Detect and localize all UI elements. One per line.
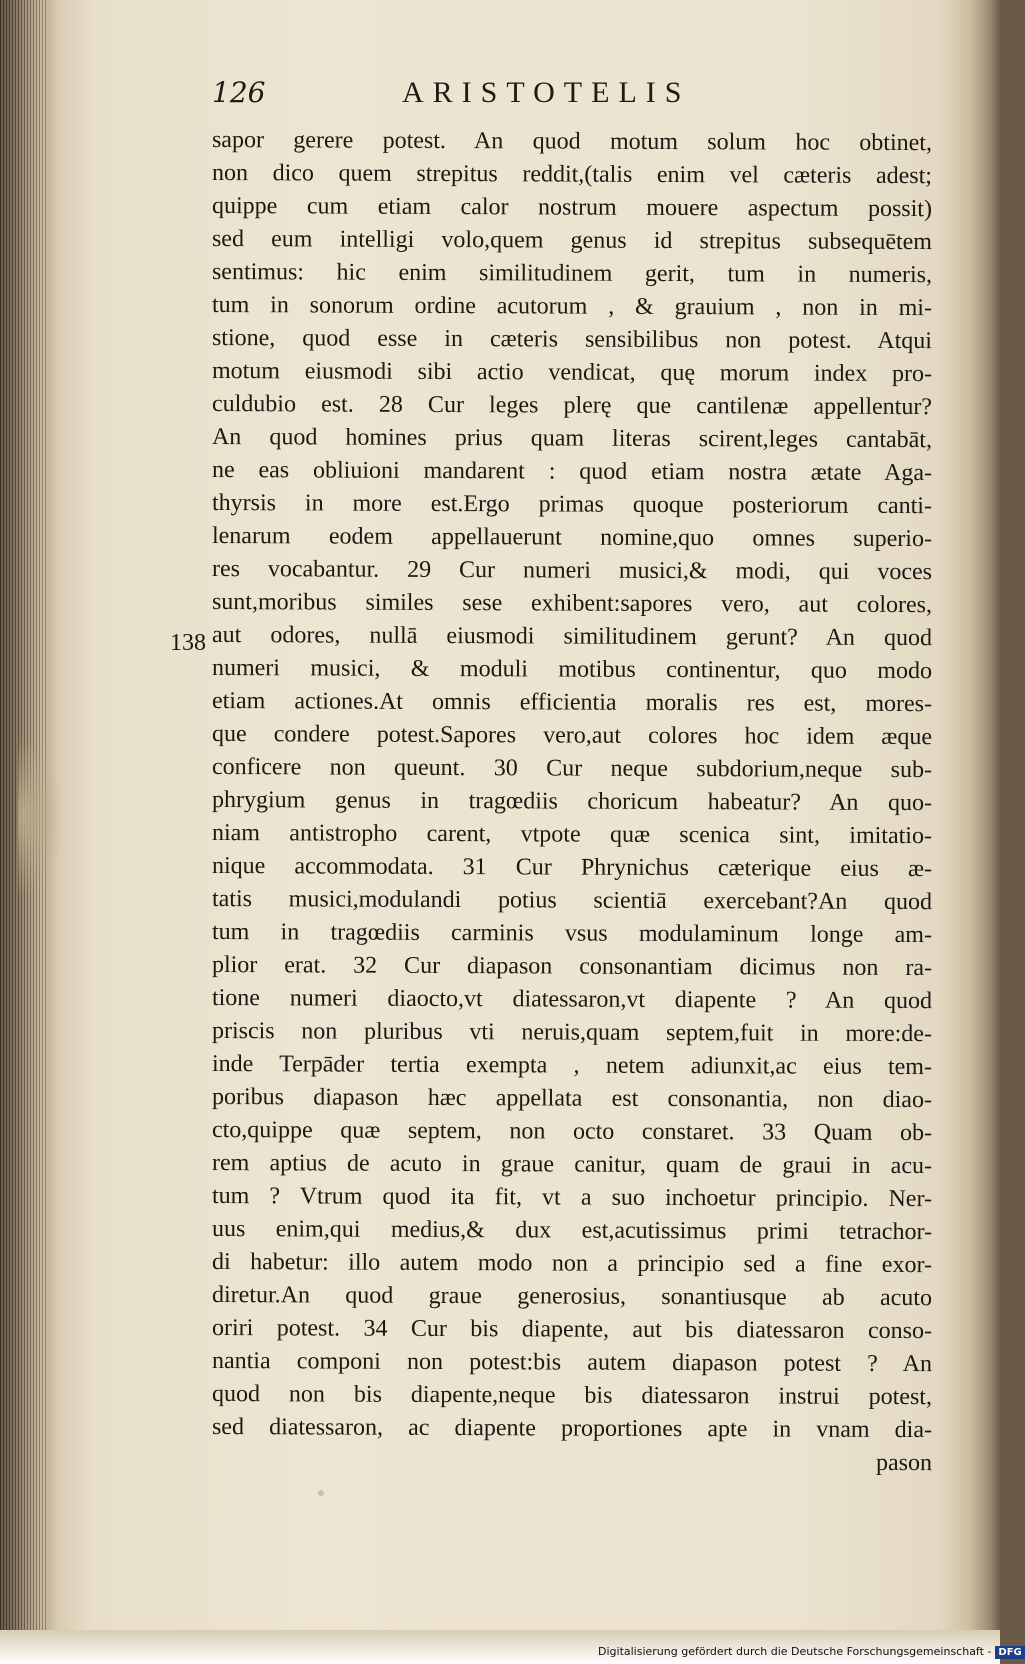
text-line: sapor gerere potest. An quod motum solum hoc obtinet,	[211, 127, 933, 157]
text-line: diretur.An quod graue generosius, sonantiusque ab acuto	[211, 1282, 933, 1312]
text-line: stione, quod esse in cæteris sensibilibus non potest. Atqui	[211, 325, 933, 355]
funding-text: Digitalisierung gefördert durch die Deutsche Forschungsgemeinschaft -	[598, 1645, 992, 1658]
text-line: rem aptius de acuto in graue canitur, quam de graui in acu-	[211, 1150, 933, 1180]
text-line: res vocabantur. 29 Cur numeri musici,& modi, qui voces	[211, 556, 933, 586]
page-number: 126	[212, 76, 266, 109]
text-line: etiam actiones.At omnis efficientia moralis res est, mores-	[211, 688, 933, 718]
paper-speck	[318, 1490, 324, 1496]
text-line: uus enim,qui medius,& dux est,acutissimus primi tetrachor-	[211, 1216, 933, 1246]
running-title: ARISTOTELIS	[402, 76, 691, 109]
text-line: conficere non queunt. 30 Cur neque subdorium,neque sub-	[211, 754, 933, 784]
text-line: cto,quippe quæ septem, non octo constaret. 33 Quam ob-	[211, 1117, 933, 1147]
text-line: niam antistropho carent, vtpote quæ scenica sint, imitatio-	[211, 820, 933, 850]
text-line: tione numeri diaocto,vt diatessaron,vt diapente ? An quod	[211, 985, 933, 1015]
text-line: ne eas obliuioni mandarent : quod etiam nostra ætate Aga-	[211, 457, 933, 487]
dfg-logo: DFG	[995, 1646, 1024, 1659]
bookmark-tab-shadow	[18, 742, 62, 892]
text-line: non dico quem strepitus reddit,(talis enim vel cæteris adest;	[211, 160, 933, 190]
text-line: priscis non pluribus vti neruis,quam septem,fuit in more:de-	[211, 1018, 933, 1048]
text-line: lenarum eodem appellauerunt nomine,quo omnes superio-	[211, 523, 933, 553]
page-header	[212, 76, 872, 120]
text-line: sentimus: hic enim similitudinem gerit, tum in numeris,	[211, 259, 933, 289]
text-line: phrygium genus in tragœdiis choricum habeatur? An quo-	[211, 787, 933, 817]
text-line: tum in sonorum ordine acutorum , & grauium , non in mi-	[211, 292, 933, 322]
text-line: poribus diapason hæc appellata est consonantia, non diao-	[211, 1084, 933, 1114]
text-line: di habetur: illo autem modo non a principio sed a fine exor-	[211, 1249, 933, 1279]
text-line: inde Terpāder tertia exempta , netem adiunxit,ac eius tem-	[211, 1051, 933, 1081]
text-line: An quod homines prius quam literas scirent,leges cantabāt,	[211, 424, 933, 454]
text-line: motum eiusmodi sibi actio vendicat, quę morum index pro-	[211, 358, 933, 388]
text-line: sunt,moribus similes sese exhibent:sapores vero, aut colores,	[211, 589, 933, 619]
text-line: nantia componi non potest:bis autem diapason potest ? An	[211, 1348, 933, 1378]
text-line: tatis musici,modulandi potius scientiā exercebant?An quod	[211, 886, 933, 916]
text-line: quod non bis diapente,neque bis diatessaron instrui potest,	[211, 1381, 933, 1411]
catchword: pason	[875, 1449, 933, 1477]
body-text	[212, 124, 932, 1477]
text-line: sed diatessaron, ac diapente proportiones apte in vnam dia-	[211, 1414, 933, 1444]
text-line: nique accommodata. 31 Cur Phrynichus cæterique eius æ-	[211, 853, 933, 883]
text-line: oriri potest. 34 Cur bis diapente, aut bis diatessaron conso-	[211, 1315, 933, 1345]
funding-footer	[598, 1645, 1022, 1661]
margin-note: 138	[170, 630, 206, 656]
text-line: quippe cum etiam calor nostrum mouere aspectum possit)	[211, 193, 933, 223]
paper-speck	[655, 470, 659, 474]
text-line: tum in tragœdiis carminis vsus modulaminum longe am-	[211, 919, 933, 949]
text-line: tum ? Vtrum quod ita fit, vt a suo inchoetur principio. Ner-	[211, 1183, 933, 1213]
text-line: aut odores, nullā eiusmodi similitudinem gerunt? An quod	[211, 622, 933, 652]
text-line: sed eum intelligi volo,quem genus id strepitus subsequētem	[211, 226, 933, 256]
text-line: que condere potest.Sapores vero,aut colores hoc idem æque	[211, 721, 933, 751]
text-line: thyrsis in more est.Ergo primas quoque posteriorum canti-	[211, 490, 933, 520]
text-line: plior erat. 32 Cur diapason consonantiam dicimus non ra-	[211, 952, 933, 982]
text-line: culdubio est. 28 Cur leges plerę que cantilenæ appellentur?	[211, 391, 933, 421]
text-line: numeri musici, & moduli motibus continentur, quo modo	[211, 655, 933, 685]
